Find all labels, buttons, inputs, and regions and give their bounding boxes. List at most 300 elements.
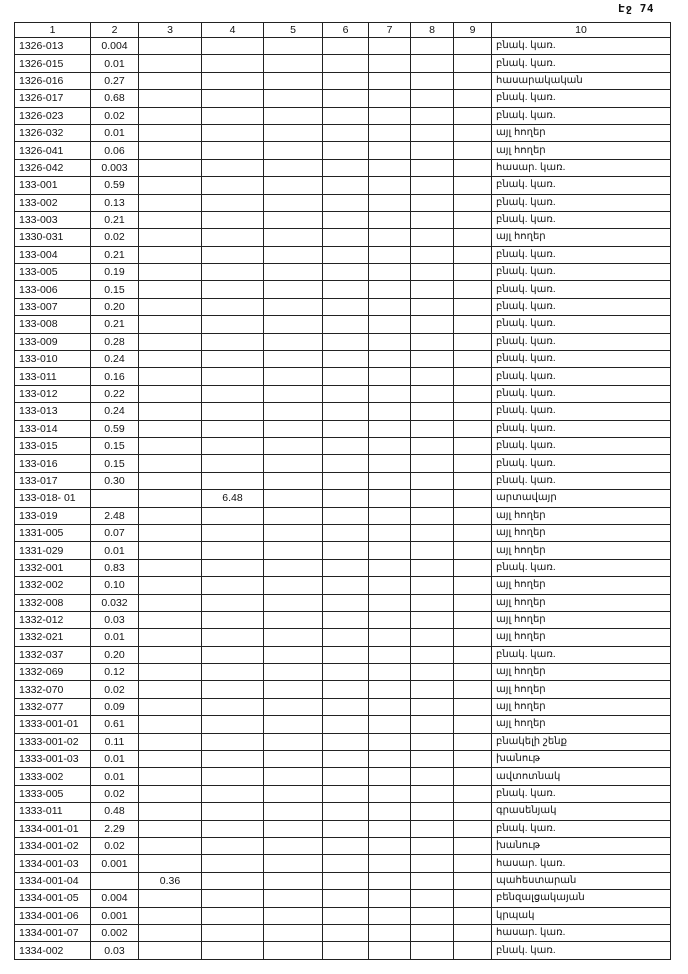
cell-col-9 (454, 159, 492, 176)
cell-col-7 (369, 385, 411, 402)
cell-col-5 (264, 890, 323, 907)
cell-col-9 (454, 264, 492, 281)
cell-col-9 (454, 768, 492, 785)
cell-col-2 (91, 490, 139, 507)
table-row (15, 385, 671, 402)
cell-col-3 (139, 733, 202, 750)
cell-col-5 (264, 837, 323, 854)
cell-col-6 (323, 594, 369, 611)
cell-col-7 (369, 942, 411, 959)
cell-col-1: 133-013 (15, 403, 91, 420)
cell-col-1: 133-016 (15, 455, 91, 472)
cell-col-4 (202, 55, 264, 72)
table-row (15, 785, 671, 802)
cell-col-6 (323, 229, 369, 246)
cell-col-6 (323, 211, 369, 228)
cell-col-6 (323, 90, 369, 107)
cell-col-10: հասարակական (492, 72, 671, 89)
cell-col-3 (139, 246, 202, 263)
table-row (15, 107, 671, 124)
cell-col-5 (264, 194, 323, 211)
cell-col-10: բնակ. կառ. (492, 211, 671, 228)
cell-col-2: 0.22 (91, 385, 139, 402)
cell-col-7 (369, 507, 411, 524)
cell-col-5 (264, 646, 323, 663)
cell-col-7 (369, 281, 411, 298)
cell-col-1: 133-012 (15, 385, 91, 402)
cell-col-6 (323, 890, 369, 907)
cell-col-8 (411, 264, 454, 281)
cell-col-5 (264, 716, 323, 733)
cell-col-2: 0.01 (91, 542, 139, 559)
cell-col-5 (264, 681, 323, 698)
cell-col-5 (264, 472, 323, 489)
cell-col-1: 1332-001 (15, 559, 91, 576)
cell-col-10: բնակ. կառ. (492, 368, 671, 385)
cell-col-9 (454, 211, 492, 228)
cell-col-10: այլ հողեր (492, 542, 671, 559)
cell-col-1: 1334-002 (15, 942, 91, 959)
cell-col-1: 1334-001-01 (15, 820, 91, 837)
cell-col-7 (369, 455, 411, 472)
cell-col-5 (264, 664, 323, 681)
cell-col-8 (411, 890, 454, 907)
table-row (15, 72, 671, 89)
cell-col-4 (202, 281, 264, 298)
cell-col-10: խանութ (492, 837, 671, 854)
cell-col-1: 133-006 (15, 281, 91, 298)
cell-col-9 (454, 803, 492, 820)
cell-col-4 (202, 472, 264, 489)
cell-col-1: 1334-001-05 (15, 890, 91, 907)
cell-col-7 (369, 229, 411, 246)
table-row (15, 524, 671, 541)
column-header-8: 8 (411, 23, 454, 38)
table-row (15, 90, 671, 107)
cell-col-9 (454, 629, 492, 646)
cell-col-6 (323, 281, 369, 298)
cell-col-4 (202, 524, 264, 541)
cell-col-7 (369, 664, 411, 681)
cell-col-6 (323, 107, 369, 124)
cell-col-2: 0.21 (91, 211, 139, 228)
cell-col-6 (323, 385, 369, 402)
cell-col-7 (369, 751, 411, 768)
cell-col-4 (202, 142, 264, 159)
cell-col-10: բնակ. կառ. (492, 281, 671, 298)
cell-col-4 (202, 594, 264, 611)
cell-col-6 (323, 159, 369, 176)
cell-col-3 (139, 194, 202, 211)
cell-col-4 (202, 872, 264, 889)
cell-col-5 (264, 577, 323, 594)
cell-col-4 (202, 803, 264, 820)
cell-col-7 (369, 333, 411, 350)
cell-col-7 (369, 403, 411, 420)
cell-col-10: բնակ. կառ. (492, 194, 671, 211)
cell-col-5 (264, 872, 323, 889)
cell-col-10: պահեստարան (492, 872, 671, 889)
cell-col-8 (411, 855, 454, 872)
column-header-5: 5 (264, 23, 323, 38)
cell-col-2: 0.12 (91, 664, 139, 681)
cell-col-7 (369, 90, 411, 107)
cell-col-9 (454, 907, 492, 924)
table-row (15, 437, 671, 454)
cell-col-9 (454, 316, 492, 333)
table-row (15, 698, 671, 715)
cell-col-7 (369, 890, 411, 907)
cell-col-8 (411, 211, 454, 228)
cell-col-5 (264, 768, 323, 785)
cell-col-6 (323, 490, 369, 507)
cell-col-9 (454, 385, 492, 402)
cell-col-2: 0.002 (91, 924, 139, 941)
cell-col-5 (264, 124, 323, 141)
cell-col-9 (454, 664, 492, 681)
cell-col-1: 133-004 (15, 246, 91, 263)
cell-col-9 (454, 472, 492, 489)
cell-col-10: կրպակ (492, 907, 671, 924)
cell-col-6 (323, 351, 369, 368)
cell-col-4 (202, 664, 264, 681)
cell-col-5 (264, 351, 323, 368)
cell-col-9 (454, 524, 492, 541)
cell-col-10: բնակ. կառ. (492, 246, 671, 263)
cell-col-3 (139, 681, 202, 698)
cell-col-4 (202, 211, 264, 228)
column-header-7: 7 (369, 23, 411, 38)
table-row (15, 229, 671, 246)
cell-col-8 (411, 542, 454, 559)
cell-col-10: բնակ. կառ. (492, 455, 671, 472)
cell-col-6 (323, 855, 369, 872)
cell-col-4 (202, 646, 264, 663)
cell-col-6 (323, 698, 369, 715)
cell-col-9 (454, 646, 492, 663)
cell-col-10: այլ հողեր (492, 524, 671, 541)
cell-col-2: 0.15 (91, 437, 139, 454)
cell-col-9 (454, 924, 492, 941)
cell-col-6 (323, 246, 369, 263)
cell-col-9 (454, 351, 492, 368)
cell-col-8 (411, 507, 454, 524)
cell-col-3 (139, 942, 202, 959)
cell-col-10: այլ հողեր (492, 698, 671, 715)
cell-col-5 (264, 924, 323, 941)
cell-col-6 (323, 577, 369, 594)
cell-col-2: 0.02 (91, 681, 139, 698)
cell-col-9 (454, 142, 492, 159)
cell-col-3 (139, 264, 202, 281)
table-row (15, 611, 671, 628)
cell-col-8 (411, 907, 454, 924)
cell-col-10: այլ հողեր (492, 681, 671, 698)
cell-col-1: 133-019 (15, 507, 91, 524)
cell-col-4 (202, 924, 264, 941)
cell-col-8 (411, 681, 454, 698)
cell-col-3 (139, 611, 202, 628)
cell-col-10: բենզալցակայան (492, 890, 671, 907)
cell-col-1: 1332-070 (15, 681, 91, 698)
cell-col-8 (411, 716, 454, 733)
cell-col-1: 133-007 (15, 298, 91, 315)
cell-col-6 (323, 194, 369, 211)
cell-col-4 (202, 159, 264, 176)
cell-col-7 (369, 177, 411, 194)
cell-col-2 (91, 872, 139, 889)
cell-col-7 (369, 211, 411, 228)
cell-col-4 (202, 246, 264, 263)
cell-col-2: 0.004 (91, 890, 139, 907)
table-row (15, 124, 671, 141)
table-row (15, 820, 671, 837)
cell-col-1: 133-002 (15, 194, 91, 211)
cell-col-6 (323, 872, 369, 889)
column-header-1: 1 (15, 23, 91, 38)
cell-col-9 (454, 333, 492, 350)
table-row (15, 507, 671, 524)
cell-col-6 (323, 733, 369, 750)
cell-col-8 (411, 698, 454, 715)
cell-col-8 (411, 437, 454, 454)
table-row (15, 194, 671, 211)
cell-col-10: բնակ. կառ. (492, 646, 671, 663)
table-row (15, 594, 671, 611)
cell-col-3 (139, 420, 202, 437)
cell-col-5 (264, 177, 323, 194)
cell-col-8 (411, 298, 454, 315)
cell-col-7 (369, 559, 411, 576)
cell-col-3 (139, 229, 202, 246)
cell-col-10: բնակ. կառ. (492, 472, 671, 489)
cell-col-6 (323, 368, 369, 385)
cell-col-3 (139, 38, 202, 55)
cell-col-1: 1331-005 (15, 524, 91, 541)
cell-col-5 (264, 698, 323, 715)
cell-col-7 (369, 472, 411, 489)
cell-col-6 (323, 142, 369, 159)
cell-col-2: 0.09 (91, 698, 139, 715)
table-row (15, 246, 671, 263)
cell-col-9 (454, 72, 492, 89)
cell-col-10: այլ հողեր (492, 611, 671, 628)
cell-col-7 (369, 351, 411, 368)
cell-col-3: 0.36 (139, 872, 202, 889)
table-row (15, 542, 671, 559)
cell-col-6 (323, 681, 369, 698)
cell-col-4 (202, 177, 264, 194)
cell-col-10: բնակ. կառ. (492, 437, 671, 454)
cell-col-3 (139, 316, 202, 333)
cell-col-8 (411, 281, 454, 298)
table-row (15, 646, 671, 663)
cell-col-4 (202, 542, 264, 559)
cell-col-10: բնակ. կառ. (492, 942, 671, 959)
cell-col-1: 133-008 (15, 316, 91, 333)
cell-col-1: 1334-001-03 (15, 855, 91, 872)
cell-col-9 (454, 298, 492, 315)
cell-col-6 (323, 542, 369, 559)
cell-col-2: 2.48 (91, 507, 139, 524)
cell-col-10: այլ հողեր (492, 229, 671, 246)
table-row (15, 942, 671, 959)
cell-col-1: 1332-077 (15, 698, 91, 715)
cell-col-8 (411, 733, 454, 750)
cell-col-2: 0.15 (91, 281, 139, 298)
table-row (15, 837, 671, 854)
cell-col-5 (264, 229, 323, 246)
cell-col-6 (323, 559, 369, 576)
cell-col-3 (139, 177, 202, 194)
cell-col-6 (323, 664, 369, 681)
cell-col-8 (411, 90, 454, 107)
cell-col-3 (139, 698, 202, 715)
table-row (15, 907, 671, 924)
cell-col-6 (323, 472, 369, 489)
cell-col-4 (202, 751, 264, 768)
cell-col-6 (323, 72, 369, 89)
cell-col-2: 0.68 (91, 90, 139, 107)
cell-col-7 (369, 594, 411, 611)
cell-col-10: այլ հողեր (492, 142, 671, 159)
cell-col-4 (202, 385, 264, 402)
cell-col-8 (411, 38, 454, 55)
cell-col-5 (264, 333, 323, 350)
cell-col-7 (369, 646, 411, 663)
cell-col-4 (202, 611, 264, 628)
cell-col-9 (454, 872, 492, 889)
table-row (15, 159, 671, 176)
cell-col-6 (323, 124, 369, 141)
cell-col-2: 0.03 (91, 611, 139, 628)
cell-col-2: 0.032 (91, 594, 139, 611)
cell-col-2: 0.21 (91, 246, 139, 263)
cell-col-2: 0.83 (91, 559, 139, 576)
cell-col-4 (202, 698, 264, 715)
cell-col-1: 1334-001-07 (15, 924, 91, 941)
cell-col-4 (202, 38, 264, 55)
cell-col-4 (202, 855, 264, 872)
cell-col-8 (411, 751, 454, 768)
cell-col-3 (139, 646, 202, 663)
table-row (15, 629, 671, 646)
cell-col-2: 0.48 (91, 803, 139, 820)
cell-col-1: 1334-001-04 (15, 872, 91, 889)
cell-col-6 (323, 420, 369, 437)
cell-col-1: 1326-016 (15, 72, 91, 89)
cell-col-7 (369, 716, 411, 733)
table-row (15, 281, 671, 298)
cell-col-2: 0.10 (91, 577, 139, 594)
cell-col-3 (139, 490, 202, 507)
cell-col-5 (264, 368, 323, 385)
cell-col-10: բնակ. կառ. (492, 403, 671, 420)
cell-col-10: բնակ. կառ. (492, 420, 671, 437)
cell-col-10: բնակ. կառ. (492, 264, 671, 281)
cell-col-8 (411, 72, 454, 89)
cell-col-1: 133-018- 01 (15, 490, 91, 507)
table-row (15, 142, 671, 159)
cell-col-5 (264, 211, 323, 228)
table-row (15, 716, 671, 733)
cell-col-8 (411, 803, 454, 820)
column-header-3: 3 (139, 23, 202, 38)
cell-col-7 (369, 420, 411, 437)
cell-col-6 (323, 611, 369, 628)
cell-col-3 (139, 577, 202, 594)
cell-col-10: արտավայր (492, 490, 671, 507)
cell-col-2: 0.001 (91, 855, 139, 872)
cell-col-9 (454, 785, 492, 802)
table-row (15, 298, 671, 315)
cell-col-2: 0.21 (91, 316, 139, 333)
cell-col-10: այլ հողեր (492, 594, 671, 611)
cell-col-10: բնակ. կառ. (492, 351, 671, 368)
table-row (15, 38, 671, 55)
table-row (15, 664, 671, 681)
cell-col-1: 133-010 (15, 351, 91, 368)
cell-col-7 (369, 159, 411, 176)
cell-col-5 (264, 437, 323, 454)
cell-col-3 (139, 837, 202, 854)
cell-col-3 (139, 768, 202, 785)
cell-col-2: 0.59 (91, 420, 139, 437)
cell-col-4 (202, 298, 264, 315)
cell-col-4 (202, 768, 264, 785)
cell-col-2: 0.24 (91, 403, 139, 420)
cell-col-7 (369, 855, 411, 872)
cell-col-10: ավտոտնակ (492, 768, 671, 785)
cell-col-1: 133-005 (15, 264, 91, 281)
column-header-2: 2 (91, 23, 139, 38)
cell-col-1: 133-014 (15, 420, 91, 437)
cell-col-7 (369, 124, 411, 141)
cell-col-2: 0.01 (91, 768, 139, 785)
cell-col-6 (323, 524, 369, 541)
cell-col-5 (264, 455, 323, 472)
cell-col-7 (369, 577, 411, 594)
cell-col-2: 0.20 (91, 298, 139, 315)
table-row (15, 890, 671, 907)
cell-col-3 (139, 385, 202, 402)
cell-col-8 (411, 142, 454, 159)
table-row (15, 420, 671, 437)
cell-col-9 (454, 90, 492, 107)
cell-col-7 (369, 611, 411, 628)
cell-col-8 (411, 368, 454, 385)
cell-col-4 (202, 264, 264, 281)
cell-col-2: 0.01 (91, 124, 139, 141)
cell-col-6 (323, 333, 369, 350)
cell-col-3 (139, 785, 202, 802)
cell-col-2: 0.01 (91, 55, 139, 72)
cell-col-4 (202, 229, 264, 246)
cell-col-10: բնակ. կառ. (492, 333, 671, 350)
cell-col-2: 0.07 (91, 524, 139, 541)
cell-col-2: 0.06 (91, 142, 139, 159)
cell-col-9 (454, 124, 492, 141)
table-row (15, 455, 671, 472)
cell-col-9 (454, 837, 492, 854)
cell-col-5 (264, 107, 323, 124)
cell-col-8 (411, 124, 454, 141)
cell-col-6 (323, 629, 369, 646)
cell-col-8 (411, 385, 454, 402)
cell-col-8 (411, 942, 454, 959)
cell-col-8 (411, 837, 454, 854)
cell-col-6 (323, 177, 369, 194)
